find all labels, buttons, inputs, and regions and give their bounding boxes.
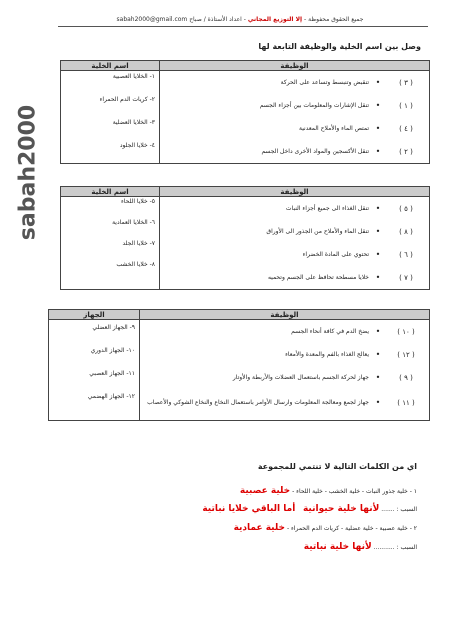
q2-item-1: ١ - خلية جذور النبات - خلية الخشب - خلية اللحاء - خلية عصبية [239,486,417,496]
rights-text: جميع الحقوق محفوظة [308,16,364,23]
page-header: جميع الحقوق محفوظة - إلا التوزيع المجاني - اعداد الأستاذة / صباح sabah2000@gmail.com [116,16,364,23]
q2-reason-2: السبب : ........... لأنها خلية نباتية [303,542,417,552]
q2-reason-1: السبب : ....... لأنها خلية حيوانية أما الباقي خلايا نباتية [202,504,417,514]
list-item: ١٢- الجهاز الهضمي [87,393,135,400]
reason-1b: أما الباقي خلايا نباتية [202,504,296,514]
cells-table-2 [60,186,430,290]
header-divider [58,26,428,27]
table-row: ( ٦ ) • تحتوي على المادة الخضراء [302,250,413,259]
list-item: ٣- الخلايا العضلية [112,119,155,126]
cells-table-1 [60,60,430,164]
table2-functions [160,197,430,290]
list-item: ٥- خلايا اللحاء [120,198,155,205]
list-item: ٩- الجهاز العضلي [92,324,135,331]
table1-names [61,71,160,164]
question-1-title: وصل بين اسم الخلية والوظيفة التابعة لها [258,42,421,51]
table3-functions [140,320,430,421]
table2-func-header: الوظيفة [160,187,430,197]
table3-names [49,320,140,421]
list-item: ٦- الخلايا العمادية [112,219,155,226]
table-row: ( ١٠ ) • يضخ الدم في كافة أنحاء الجسم [291,327,415,336]
list-item: ١١- الجهاز العصبي [89,370,135,377]
table1-name-header: اسم الخلية [61,61,160,71]
table1-functions [160,71,430,164]
table2-name-header: اسم الخلية [61,187,160,197]
table3-name-header: الجهاز [49,310,140,320]
list-item: ٢- كريات الدم الحمراء [99,96,155,103]
answer-2: خلية عمادية [233,523,286,533]
question-2-title: اي من الكلمات التالية لا تنتمي للمجموعة [257,462,417,471]
list-item: ٨- خلايا الخشب [116,261,155,268]
list-item: ٧- خلايا الجلد [122,240,155,247]
table2-names [61,197,160,290]
table-row: ( ٤ ) • تمتص الماء والأملاح المعدنية [299,124,413,133]
systems-table [48,309,430,421]
email-text: sabah2000@gmail.com [116,16,188,23]
list-item: ٤- خلايا الجلود [119,142,155,149]
table3-func-header: الوظيفة [140,310,430,320]
reason-1a: لأنها خلية حيوانية [302,504,380,514]
table-row: ( ٢ ) • تنقل الأكسجين والمواد الأخرى داخل الجسم [261,147,413,156]
table-row: ( ٣ ) • تنقبض وتنبسط وتساعد على الحركة [280,78,413,87]
table-row: ( ٨ ) • تنقل الماء والأملاح من الجذور الى الأوراق [266,227,413,236]
table-row: ( ٧ ) • خلايا مسطحة تحافظ على الجسم وتحميه [267,273,413,282]
table-row: ( ٩ ) • جهاز لحركة الجسم باستعمال العضلات والأربطة والأوتار [232,373,413,382]
table-row: ( ١ ) • تنقل الإشارات والمعلومات بين أجزاء الجسم [259,101,413,110]
list-item: ١- الخلايا العصبية [112,73,155,80]
table1-func-header: الوظيفة [160,61,430,71]
table-row: ( ١١ ) • جهاز لجمع ومعالجة المعلومات وارسال الأوامر باستعمال النخاع والنخاع الشوكي والأعصاب [147,398,415,407]
list-item: ١٠- الجهاز الدوري [90,347,135,354]
table-row: ( ١٢ ) • يعالج الغذاء بالفم والمعدة والأمعاء [285,350,415,359]
q2-item-2: ٢ - خلية عصبية - خلية عضلية - كريات الدم الحمراء - خلية عمادية [233,523,417,533]
answer-1: خلية عصبية [239,486,291,496]
table-row: ( ٥ ) • تنقل الغذاء الى جميع أجزاء النبات [285,204,413,213]
watermark: sabah2000 [15,104,41,241]
free-dist-text: إلا التوزيع المجاني [247,16,303,23]
reason-2: لأنها خلية نباتية [303,542,372,552]
teacher-text: اعداد الأستاذة / صباح [189,16,242,23]
